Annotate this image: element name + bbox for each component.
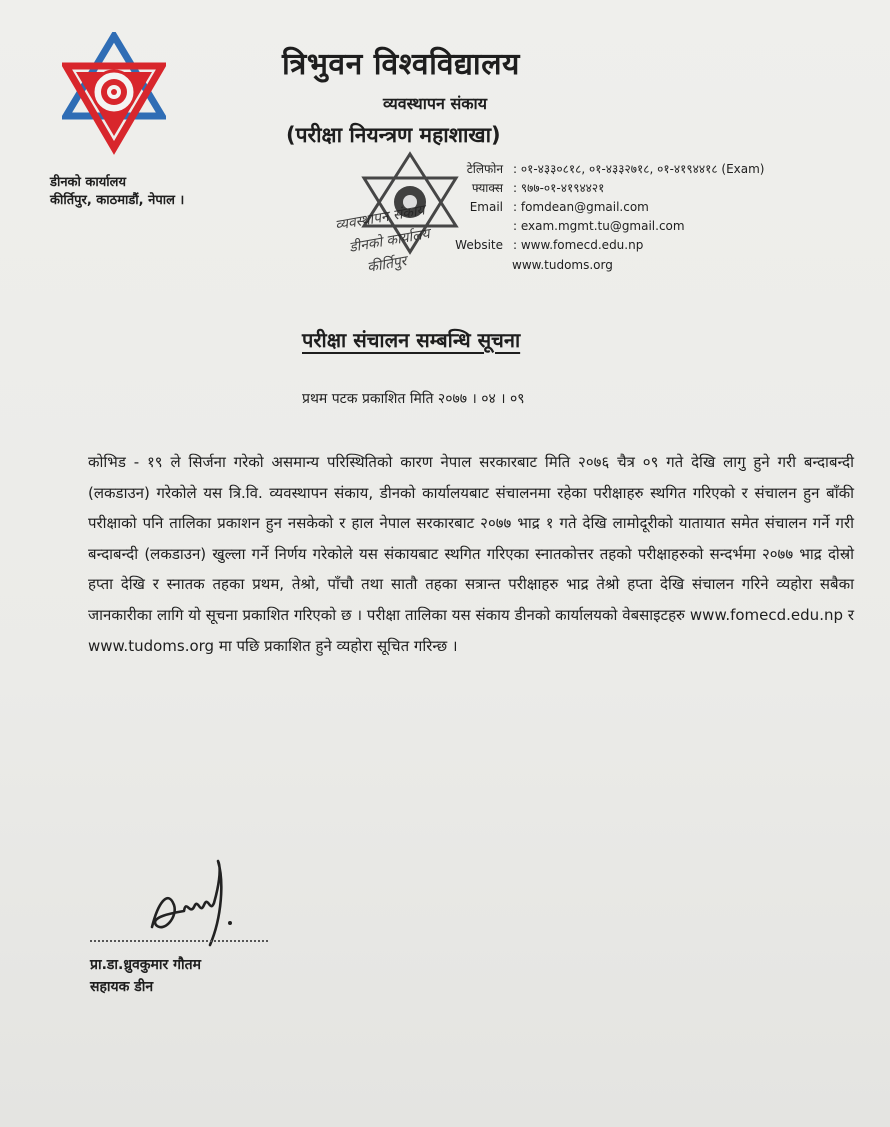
contact-value: : ९७७-०१-४१९४४२१ <box>513 181 605 195</box>
contact-value: : exam.mgmt.tu@gmail.com <box>513 219 685 233</box>
svg-text:कीर्तिपुर: कीर्तिपुर <box>365 253 408 276</box>
contact-value: : fomdean@gmail.com <box>513 200 649 214</box>
svg-text:व्यवस्थापन संकाय: व्यवस्थापन संकाय <box>333 202 426 234</box>
contact-value: : ०१-४३३०८१८, ०१-४३३२७१८, ०१-४१९४४१८ (Exam) <box>513 162 765 176</box>
contact-value: : www.fomecd.edu.np <box>513 238 644 252</box>
contact-details <box>425 160 765 255</box>
contact-row <box>425 236 765 255</box>
university-name: त्रिभुवन विश्वविद्यालय <box>282 47 520 82</box>
section-name: (परीक्षा नियन्त्रण महाशाखा) <box>286 123 501 147</box>
dean-office-address <box>50 174 184 210</box>
contact-label: टेलिफोन <box>466 162 503 176</box>
notice-body: कोभिड - १९ ले सिर्जना गरेको असमान्य परिस्थितिको कारण नेपाल सरकारबाट मिति २०७६ चैत्र ०९ गते देखि लागु हुने गरी बन्दाबन्दी (लकडाउन) गरेकोले यस त्रि.वि. व्यवस्थापन संकाय, डीनको कार्यालयबाट संचालनमा रहेका परीक्षाहरु स्थगित गरिएको र संचालन हुन बाँकी परीक्षाको पनि तालिका प्रकाशन हुन नसकेको र हाल नेपाल सरकारबाट २०७७ भाद्र १ गते देखि लामोदूरीको यातायात समेत संचालन गर्ने गरी बन्दाबन्दी (लकडाउन) खुल्ला गर्ने निर्णय गरेकोले यस संकायबाट स्थगित गरिएका स्नातकोत्तर तहको परीक्षाहरुको सन्दर्भमा २०७७ भाद्र दोस्रो हप्ता देखि र स्नातक तहका प्रथम, तेश्रो, पाँचौ तथा सातौ तहका सत्रान्त परीक्षाहरु भाद्र तेश्रो हप्ता देखि संचालन गरिने व्यहोरा सबैका जानकारीका लागि यो सूचना प्रकाशित गरिएको छ । परीक्षा तालिका यस संकाय डीनको कार्यालयको वेबसाइटहरु www.fomecd.edu.np र www.tudoms.org मा पछि प्रकाशित हुने व्यहोरा सूचित गरिन्छ । <box>88 453 854 655</box>
published-date: प्रथम पटक प्रकाशित मिति २०७७ । ०४ । ०९ <box>302 391 525 407</box>
signature-line <box>90 940 268 942</box>
office-name: डीनको कार्यालय <box>50 175 127 190</box>
tribhuvan-university-emblem-icon <box>62 32 166 160</box>
svg-text:डीनको कार्यालय: डीनको कार्यालय <box>347 226 431 256</box>
faculty-name: व्यवस्थापन संकाय <box>383 94 487 113</box>
contact-row <box>425 160 765 179</box>
contact-label: Website <box>455 238 503 252</box>
contact-row <box>425 217 765 236</box>
contact-label: फ्याक्स <box>471 181 503 195</box>
signatory-block <box>90 954 201 998</box>
contact-row <box>425 198 765 217</box>
contact-row <box>425 179 765 198</box>
signatory-name: प्रा.डा.ध्रुवकुमार गौतम <box>90 957 201 973</box>
website-secondary: www.tudoms.org <box>512 258 613 272</box>
contact-label <box>425 217 509 236</box>
notice-title: परीक्षा संचालन सम्बन्धि सूचना <box>302 328 521 352</box>
office-location: कीर्तिपुर, काठमाडौं, नेपाल । <box>50 193 185 208</box>
signature-icon <box>138 855 248 951</box>
signatory-designation: सहायक डीन <box>90 979 154 995</box>
contact-label: Email <box>469 200 503 214</box>
